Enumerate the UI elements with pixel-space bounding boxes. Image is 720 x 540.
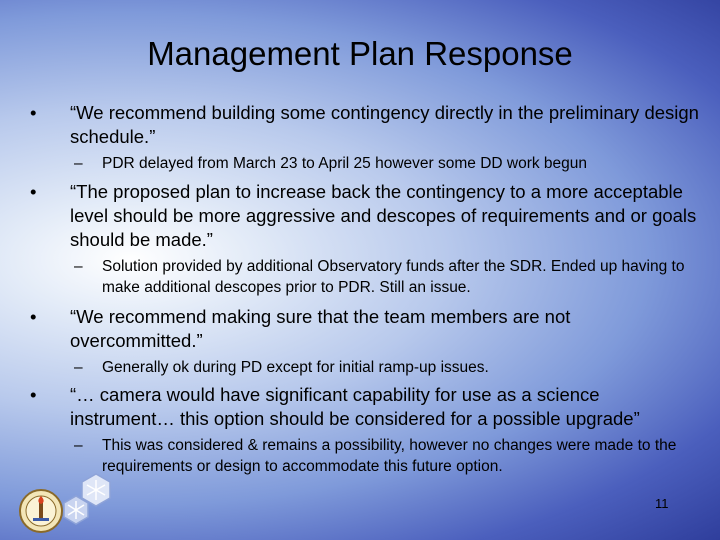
sub-bullet-mark: – (74, 258, 83, 275)
sub-bullet-item (74, 435, 702, 477)
sub-bullet-item (74, 357, 702, 378)
bullet-item (30, 383, 700, 431)
bullet-item (30, 305, 700, 353)
sub-bullet-mark: – (74, 155, 83, 172)
bullet-item (30, 101, 700, 149)
bullet-text: “We recommend making sure that the team members are not overcommitted.” (70, 306, 571, 351)
bullet-mark: • (30, 306, 37, 327)
bullet-text: “The proposed plan to increase back the contingency to a more acceptable level should be more aggressive and descopes of requirements and or goals should be made.” (70, 181, 697, 250)
sub-bullet-mark: – (74, 437, 83, 454)
page-number: 11 (655, 496, 669, 511)
bullet-text: “… camera would have significant capability for use as a science instrument… this option should be considered for a possible upgrade” (70, 384, 640, 429)
bullet-mark: • (30, 384, 37, 405)
sub-bullet-text: Generally ok during PD except for initial ramp-up issues. (102, 359, 489, 376)
bullet-item (30, 180, 700, 252)
sub-bullet-text: Solution provided by additional Observatory funds after the SDR. Ended up having to make additional descopes prior to PDR. Still an issue. (102, 258, 685, 296)
university-seal-icon (18, 488, 64, 539)
bullet-text: “We recommend building some contingency directly in the preliminary design schedule.” (70, 102, 699, 147)
sub-bullet-item (74, 153, 702, 174)
sub-bullet-mark: – (74, 359, 83, 376)
bullet-mark: • (30, 181, 37, 202)
sub-bullet-text: PDR delayed from March 23 to April 25 however some DD work begun (102, 155, 588, 172)
sub-bullet-text: This was considered & remains a possibility, however no changes were made to the requirements or design to accommodate this future option. (102, 437, 677, 475)
slide-title: Management Plan Response (147, 35, 573, 72)
bullet-mark: • (30, 102, 37, 123)
snowflake-emblem-icon (60, 470, 118, 537)
sub-bullet-item (74, 256, 702, 298)
